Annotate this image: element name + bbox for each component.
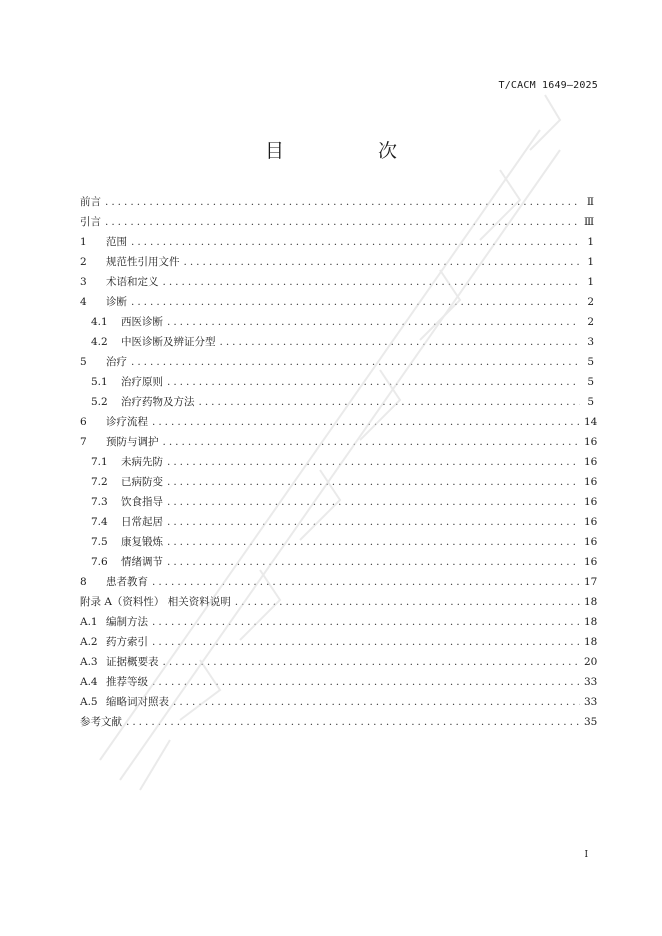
toc-entry-page: 5	[587, 396, 594, 408]
toc-entry-page: 5	[587, 356, 594, 368]
toc-entry[interactable]	[80, 372, 594, 392]
toc-entry-page: 5	[587, 376, 594, 388]
toc-entry[interactable]	[80, 572, 598, 592]
toc-entry-label: 西医诊断	[121, 316, 163, 328]
toc-dot-leader	[167, 452, 580, 472]
toc-entry-label: 编制方法	[106, 616, 148, 628]
toc-entry-number: 4	[80, 296, 87, 308]
toc-entry[interactable]	[80, 512, 598, 532]
toc-dot-leader	[163, 272, 581, 292]
toc-entry-label: 术语和定义	[106, 276, 159, 288]
toc-entry-label: 前言	[80, 196, 101, 208]
toc-entry-page: 33	[584, 696, 598, 708]
toc-entry[interactable]	[80, 492, 598, 512]
toc-dot-leader	[173, 692, 580, 712]
toc-entry-number: 3	[80, 276, 87, 288]
toc-entry[interactable]	[80, 312, 594, 332]
toc-entry[interactable]	[80, 252, 594, 272]
toc-dot-leader	[131, 352, 580, 372]
toc-entry-page: Ⅱ	[586, 196, 594, 208]
toc-dot-leader	[167, 492, 580, 512]
toc-entry-label: 附录 A（资料性） 相关资料说明	[80, 596, 231, 608]
toc-entry-label: 预防与调护	[106, 436, 159, 448]
toc-entry-number: 8	[80, 576, 87, 588]
toc-entry[interactable]	[80, 392, 594, 412]
toc-entry-number: 5.2	[91, 396, 108, 408]
toc-entry-number: 4.2	[91, 336, 108, 348]
toc-dot-leader	[126, 712, 580, 732]
toc-entry-number: 7.1	[91, 456, 108, 468]
toc-entry[interactable]	[80, 652, 598, 672]
toc-dot-leader	[152, 672, 580, 692]
toc-entry-number: 7.4	[91, 516, 108, 528]
toc-entry-label: 规范性引用文件	[106, 256, 180, 268]
footer-page-number: I	[584, 850, 588, 860]
toc-entry[interactable]	[80, 452, 598, 472]
toc-entry-label: 治疗	[106, 356, 127, 368]
toc-entry-page: 35	[584, 716, 598, 728]
toc-dot-leader	[152, 612, 580, 632]
toc-entry-label: 患者教育	[106, 576, 148, 588]
toc-entry[interactable]	[80, 272, 594, 292]
toc-title: 目 次	[264, 140, 442, 162]
toc-entry-number: A.3	[80, 656, 98, 668]
toc-entry-label: 治疗药物及方法	[121, 396, 195, 408]
toc-entry[interactable]	[80, 532, 598, 552]
toc-entry-number: 7.3	[91, 496, 108, 508]
toc-entry-page: 16	[584, 516, 598, 528]
document-code: T/CACM 1649—2025	[498, 80, 598, 91]
toc-dot-leader	[105, 212, 580, 232]
toc-entry[interactable]	[80, 412, 598, 432]
toc-dot-leader	[167, 312, 580, 332]
toc-dot-leader	[152, 412, 580, 432]
toc-entry-label: 证据概要表	[106, 656, 159, 668]
toc-entry-label: 康复锻炼	[121, 536, 163, 548]
toc-dot-leader	[167, 552, 580, 572]
toc-entry-page: 14	[584, 416, 598, 428]
toc-entry-label: 日常起居	[121, 516, 163, 528]
toc-entry-label: 参考文献	[80, 716, 122, 728]
toc-entry-label: 未病先防	[121, 456, 163, 468]
toc-entry[interactable]	[80, 552, 598, 572]
toc-entry[interactable]	[80, 352, 594, 372]
toc-entry-page: 33	[584, 676, 598, 688]
toc-entry-number: 4.1	[91, 316, 108, 328]
toc-entry-page: Ⅲ	[584, 216, 595, 228]
toc-dot-leader	[199, 392, 581, 412]
toc-entry-label: 诊疗流程	[106, 416, 148, 428]
toc-entry[interactable]	[80, 192, 594, 212]
toc-dot-leader	[131, 232, 580, 252]
toc-entry-label: 中医诊断及辨证分型	[121, 336, 216, 348]
toc-entry-number: 5.1	[91, 376, 108, 388]
toc-dot-leader	[167, 532, 580, 552]
toc-entry-page: 2	[587, 316, 594, 328]
toc-entry-label: 饮食指导	[121, 496, 163, 508]
toc-entry[interactable]	[80, 472, 598, 492]
toc-entry-page: 16	[584, 496, 598, 508]
toc-entry-page: 18	[584, 616, 598, 628]
toc-entry[interactable]	[80, 632, 598, 652]
toc-dot-leader	[163, 432, 581, 452]
toc-entry-label: 诊断	[106, 296, 127, 308]
toc-entry[interactable]	[80, 692, 598, 712]
toc-entry-label: 引言	[80, 216, 101, 228]
toc-entry-number: A.1	[80, 616, 98, 628]
toc-entry-page: 16	[584, 536, 598, 548]
toc-entry-label: 药方索引	[106, 636, 148, 648]
toc-entry-page: 16	[584, 556, 598, 568]
toc-dot-leader	[152, 572, 580, 592]
toc-dot-leader	[167, 372, 580, 392]
toc-entry-page: 2	[587, 296, 594, 308]
toc-entry-label: 缩略词对照表	[106, 696, 169, 708]
toc-entry-number: 7.2	[91, 476, 108, 488]
toc-entry-number: 7.5	[91, 536, 108, 548]
toc-entry-number: 6	[80, 416, 87, 428]
toc-dot-leader	[163, 652, 581, 672]
toc-dot-leader	[167, 512, 580, 532]
toc-dot-leader	[152, 632, 580, 652]
toc-entry-page: 17	[584, 576, 598, 588]
toc-dot-leader	[131, 292, 580, 312]
toc-dot-leader	[167, 472, 580, 492]
toc-entry-page: 1	[587, 256, 594, 268]
toc-entry-page: 3	[587, 336, 594, 348]
toc-entry[interactable]	[80, 332, 594, 352]
toc-entry-number: 5	[80, 356, 87, 368]
toc-entry-label: 范围	[106, 236, 127, 248]
toc-dot-leader	[105, 192, 580, 212]
toc-entry[interactable]	[80, 592, 598, 612]
toc-entry-page: 1	[587, 236, 594, 248]
toc-entry-label: 推荐等级	[106, 676, 148, 688]
toc-entry-number: A.2	[80, 636, 98, 648]
toc-entry[interactable]	[80, 292, 594, 312]
toc-entry-page: 20	[584, 656, 598, 668]
toc-entry-number: 7.6	[91, 556, 108, 568]
toc-entry-page: 18	[584, 636, 598, 648]
toc-entry-page: 1	[587, 276, 594, 288]
toc-entry-label: 已病防变	[121, 476, 163, 488]
toc-entry-number: 1	[80, 236, 87, 248]
toc-entry-label: 治疗原则	[121, 376, 163, 388]
toc-entry[interactable]	[80, 672, 598, 692]
toc-entry-page: 18	[584, 596, 598, 608]
toc-entry-page: 16	[584, 436, 598, 448]
toc-entry-number: 2	[80, 256, 87, 268]
toc-entry[interactable]	[80, 612, 598, 632]
toc-dot-leader	[184, 252, 581, 272]
toc-entry[interactable]	[80, 232, 594, 252]
toc-entry[interactable]	[80, 432, 598, 452]
toc-entry[interactable]	[80, 212, 594, 232]
toc-entry-number: 7	[80, 436, 87, 448]
toc-dot-leader	[220, 332, 581, 352]
toc-dot-leader	[235, 592, 580, 612]
toc-entry[interactable]	[80, 712, 598, 732]
toc-entry-number: A.5	[80, 696, 98, 708]
toc-entry-number: A.4	[80, 676, 98, 688]
toc-entry-page: 16	[584, 476, 598, 488]
toc-entry-label: 情绪调节	[121, 556, 163, 568]
table-of-contents	[80, 192, 598, 732]
toc-entry-page: 16	[584, 456, 598, 468]
